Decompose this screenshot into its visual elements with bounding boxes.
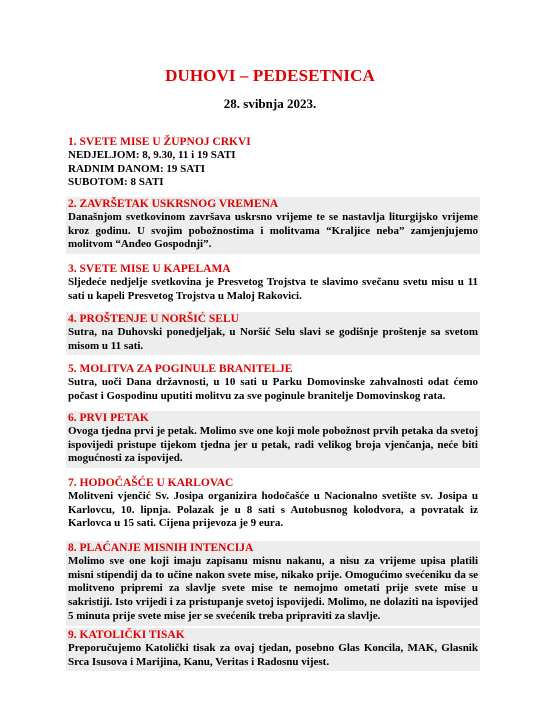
section-fallen-defenders: [66, 362, 480, 405]
section-title: 4. PROŠTENJE U NORŠIĆ SELU: [68, 313, 239, 325]
section-mass-schedule: [66, 135, 480, 192]
section-catholic-press: [66, 628, 480, 671]
section-easter-end: [66, 197, 480, 254]
section-title: 3. SVETE MISE U KAPELAMA: [68, 263, 231, 275]
section-title: 1. SVETE MISE U ŽUPNOJ CRKVI: [68, 136, 251, 148]
page-title: DUHOVI – PEDESETNICA: [165, 66, 375, 85]
section-norsic-selo: [66, 312, 480, 355]
schedule-line-saturday: SUBOTOM: 8 SATI: [68, 176, 164, 189]
section-body: Preporučujemo Katolički tisak za ovaj tjedan, posebno Glas Koncila, MAK, Glasnik Srca Isusova i Marijina, Kanu, Veritas i Radosnu vijest.: [68, 642, 478, 668]
section-body: Molimo sve one koji imaju zapisanu misnu nakanu, a nisu za vrijeme upisa platili misni stipendij da to učine nakon svete mise, nikako prije. Omogućimo svećeniku da se molitveno pripremi za slavlje svete mise te nemojmo ometati prije svete mise u sakristiji. Isto vrijedi i za pristupanje svetoj ispovijedi. Molimo, ne dolaziti na ispovijed 5 minuta prije svete mise jer se svećenik treba pripraviti za slavlje.: [68, 555, 478, 622]
section-pilgrimage: [66, 476, 480, 533]
section-title: 7. HODOČAŠĆE U KARLOVAC: [68, 477, 234, 489]
section-body: Sutra, na Duhovski ponedjeljak, u Noršić Selu slavi se godišnje proštenje sa svetom misom u 11 sati.: [68, 326, 478, 352]
page-date: 28. svibnja 2023.: [223, 96, 317, 111]
section-body: Današnjom svetkovinom završava uskrsno vrijeme te se nastavlja liturgijsko vrijeme kroz godinu. U svojim pobožnostima i molitvama “Kraljice neba” zamjenjujemo molitvom “Anđeo Gospodnji”.: [68, 211, 478, 251]
section-title: 5. MOLITVA ZA POGINULE BRANITELJE: [68, 363, 293, 375]
section-chapel-masses: [66, 262, 480, 305]
section-body: Ovoga tjedna prvi je petak. Molimo sve one koji mole pobožnost prvih petaka da svetoj ispovijedi pristupe tijekom tjedna jer u petak, radi velikog broja vjenčanja, neće biti mogućnosti za ispovijed.: [68, 425, 478, 465]
section-body: Sljedeće nedjelje svetkovina je Presvetog Trojstva te slavimo svečanu svetu misu u 11 sati u kapeli Presvetog Trojstva u Maloj Rakovici.: [68, 276, 478, 302]
section-mass-intentions: [66, 541, 480, 626]
section-first-friday: [66, 411, 480, 468]
section-body: [66, 149, 480, 192]
section-body: Molitveni vjenčić Sv. Josipa organizira hodočašće u Nacionalno svetište sv. Josipa u Karlovcu, 10. lipnja. Polazak je u 8 sati s Autobusnog kolodvora, a povratak iz Karlovca u 15 sati. Cijena prijevoza je 9 eura.: [68, 490, 478, 530]
schedule-line-sunday: NEDJELJOM: 8, 9.30, 11 i 19 SATI: [68, 149, 236, 161]
schedule-line-weekday: RADNIM DANOM: 19 SATI: [68, 162, 205, 175]
section-body: Sutra, uoči Dana državnosti, u 10 sati u Parku Domovinske zahvalnosti odat ćemo počast i Gospodinu uputiti molitvu za sve poginule branitelje Domovinskog rata.: [68, 376, 478, 402]
section-title: 6. PRVI PETAK: [68, 412, 149, 424]
section-title: 8. PLAĆANJE MISNIH INTENCIJA: [68, 542, 254, 554]
section-title: 9. KATOLIČKI TISAK: [68, 629, 185, 641]
section-title: 2. ZAVRŠETAK USKRSNOG VREMENA: [68, 198, 279, 210]
